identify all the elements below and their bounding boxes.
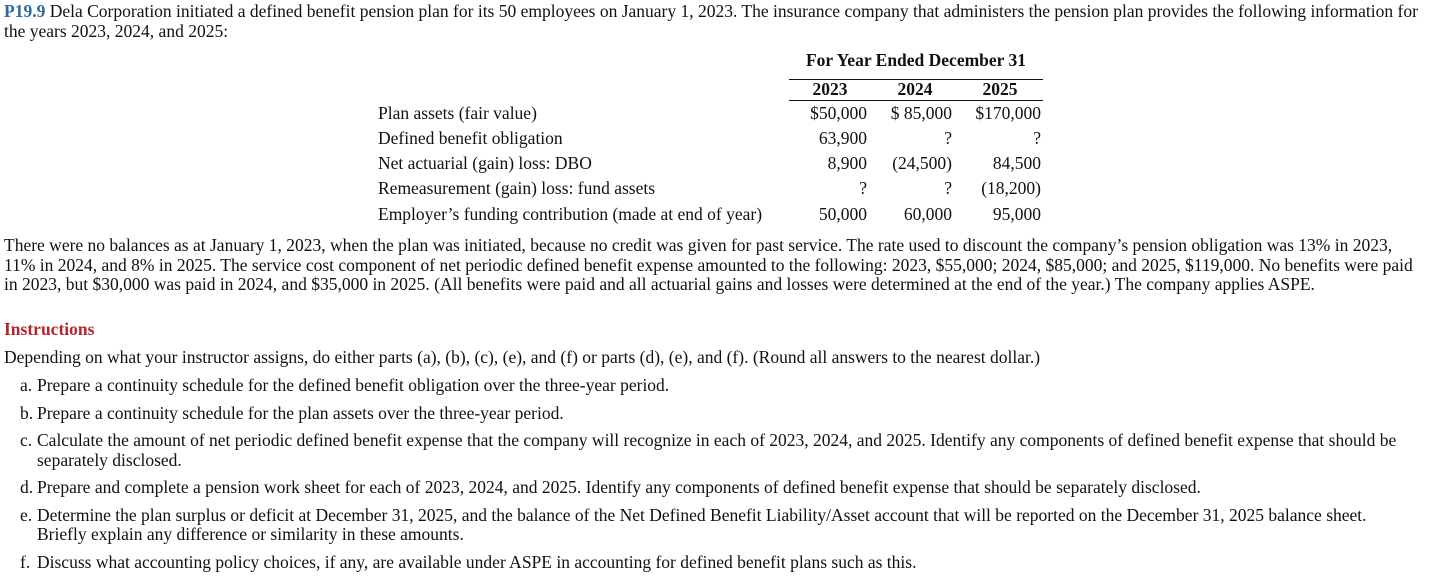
- item-text: Prepare and complete a pension work sheet for each of 2023, 2024, and 2025. Identify any components of defined benefit expense that should be separately disclosed.: [37, 477, 1201, 497]
- row-label: Net actuarial (gain) loss: DBO: [378, 153, 592, 173]
- cell-2024: ?: [944, 178, 952, 198]
- cell-2025: $170,000: [975, 103, 1041, 123]
- table-row: [378, 104, 1058, 126]
- table-row: [378, 179, 1058, 201]
- cell-2024: (24,500): [892, 153, 952, 173]
- cell-2023: 8,900: [827, 153, 867, 173]
- cell-2023: ?: [859, 178, 867, 198]
- list-item: [20, 478, 1420, 498]
- year-header-2025: 2025: [982, 79, 1018, 99]
- row-label: Remeasurement (gain) loss: fund assets: [378, 178, 656, 198]
- cell-2025: 95,000: [992, 204, 1041, 224]
- cell-2023: 50,000: [818, 204, 867, 224]
- row-label: Employer’s funding contribution (made at end of year): [378, 204, 763, 224]
- table-group-header: For Year Ended December 31: [805, 50, 1026, 70]
- list-item: [20, 506, 1420, 545]
- problem-intro: [4, 2, 1424, 41]
- instructions-list: [20, 376, 1420, 580]
- problem-number: P19.9: [4, 1, 46, 21]
- cell-2024: $ 85,000: [890, 103, 952, 123]
- cell-2025: 84,500: [992, 153, 1041, 173]
- problem-paragraph: There were no balances as at January 1, 2023, when the plan was initiated, because no credit was given for past service. The rate used to discount the company’s pension obligation was 13% in 2023, 11% in 2024, and 8% in 2025. The service cost component of net periodic defined benefit expense amounted to the following: 2023, $55,000; 2024, $85,000; and 2025, $119,000. No benefits were paid in 2023, but $30,000 was paid in 2024, and $35,000 in 2025. (All benefits were paid and all actuarial gains and losses were determined at the end of the year.) The company applies ASPE.: [4, 235, 1413, 294]
- item-letter: c.: [20, 430, 33, 450]
- list-item: [20, 431, 1420, 470]
- list-item: [20, 553, 1420, 573]
- list-item: [20, 376, 1420, 396]
- cell-2023: 63,900: [818, 128, 867, 148]
- problem-intro-text: Dela Corporation initiated a defined benefit pension plan for its 50 employees on January 1, 2023. The insurance company that administers the pension plan provides the following information for the years 2023, 2024, and 2025:: [4, 1, 1418, 41]
- instructions-title: Instructions: [4, 319, 95, 339]
- table-year-header: [789, 79, 1043, 101]
- item-letter: f.: [20, 551, 31, 572]
- item-letter: b.: [20, 402, 34, 423]
- row-label: Plan assets (fair value): [378, 103, 537, 123]
- item-letter: e.: [20, 504, 33, 525]
- item-text: Discuss what accounting policy choices, if any, are available under ASPE in accounting for defined benefit plans such as this.: [37, 551, 917, 572]
- table-row: [378, 154, 1058, 176]
- item-text: Prepare a continuity schedule for the plan assets over the three-year period.: [37, 402, 564, 423]
- item-text: Determine the plan surplus or deficit at December 31, 2025, and the balance of the Net Defined Benefit Liability/Asset account that will be reported on the December 31, 2025 balance sheet. Briefly explain any difference or similarity in these amounts.: [37, 504, 1367, 544]
- year-header-2024: 2024: [897, 79, 933, 99]
- cell-2023: $50,000: [810, 103, 867, 123]
- row-label: Defined benefit obligation: [378, 128, 563, 148]
- cell-2025: ?: [1033, 128, 1041, 148]
- cell-2024: 60,000: [903, 204, 952, 224]
- cell-2024: ?: [944, 128, 952, 148]
- table-row: [378, 205, 1058, 227]
- item-letter: a.: [20, 375, 33, 395]
- cell-2025: (18,200): [981, 178, 1041, 198]
- instructions-intro: Depending on what your instructor assigns, do either parts (a), (b), (c), (e), and (f) or parts (d), (e), and (f). (Round all answers to the nearest dollar.): [4, 347, 1041, 367]
- year-header-2023: 2023: [812, 79, 848, 99]
- item-text: Prepare a continuity schedule for the defined benefit obligation over the three-year period.: [37, 375, 670, 395]
- list-item: [20, 404, 1420, 424]
- item-letter: d.: [20, 477, 34, 497]
- item-text: Calculate the amount of net periodic defined benefit expense that the company will recognize in each of 2023, 2024, and 2025. Identify any components of defined benefit expense that should be separately disclosed.: [37, 430, 1397, 470]
- table-row: [378, 129, 1058, 151]
